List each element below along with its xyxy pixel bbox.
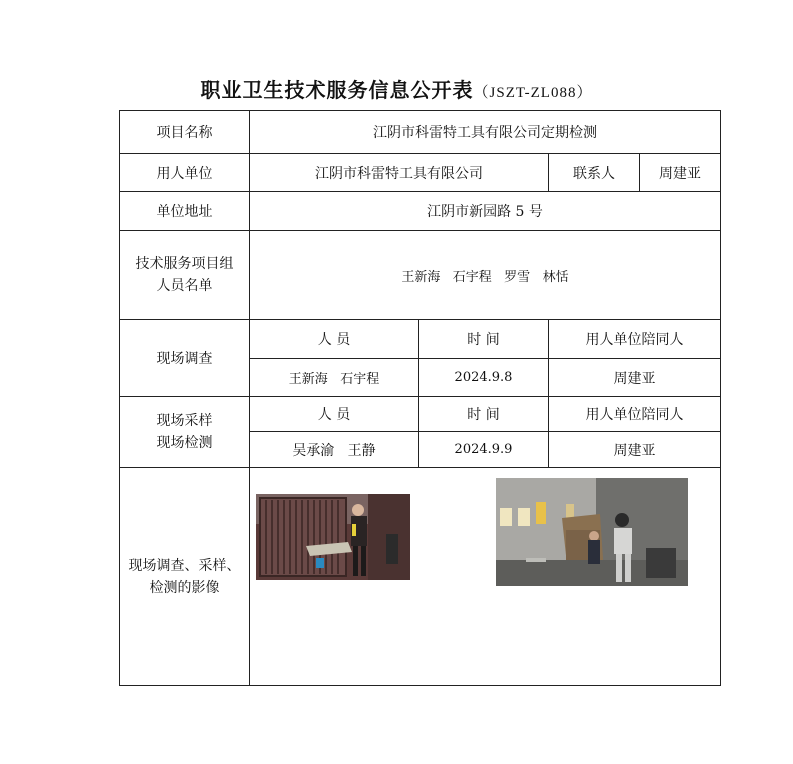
table-row: [120, 154, 721, 192]
project-name-label: 项目名称: [120, 111, 250, 154]
employer-label: 用人单位: [120, 154, 250, 192]
sampling-personnel: 吴承渝 王静: [250, 432, 419, 468]
images-label-line2: 检测的影像: [149, 579, 220, 596]
contact-value: 周建亚: [640, 154, 721, 192]
table-row: [120, 320, 721, 359]
sampling-time: 2024.9.9: [419, 432, 549, 468]
sampling-col-personnel: 人 员: [250, 397, 419, 432]
sampling-col-escort: 用人单位陪同人: [549, 397, 721, 432]
table-row: [120, 111, 721, 154]
images-label: [120, 468, 250, 686]
survey-escort: 周建亚: [549, 359, 721, 397]
address-label: 单位地址: [120, 192, 250, 231]
survey-label: 现场调查: [120, 320, 250, 397]
contact-label: 联系人: [549, 154, 640, 192]
survey-col-time: 时 间: [419, 320, 549, 359]
team-label: [120, 231, 250, 320]
survey-col-escort: 用人单位陪同人: [549, 320, 721, 359]
team-members: 王新海 石宇程 罗雪 林恬: [250, 231, 721, 320]
table-row: [120, 192, 721, 231]
page-title: [0, 74, 793, 103]
sampling-label: [120, 397, 250, 468]
survey-time: 2024.9.8: [419, 359, 549, 397]
sampling-escort: 周建亚: [549, 432, 721, 468]
info-table: [119, 110, 721, 686]
team-label-line1: 技术服务项目组: [135, 256, 234, 272]
site-photo-1: [256, 494, 410, 580]
team-label-line2: 人员名单: [156, 278, 213, 294]
title-code: （JSZT-ZL088）: [473, 85, 593, 101]
sampling-col-time: 时 间: [419, 397, 549, 432]
project-name-value: 江阴市科雷特工具有限公司定期检测: [250, 111, 721, 154]
sampling-label-line1: 现场采样: [156, 413, 213, 429]
survey-personnel: 王新海 石宇程: [250, 359, 419, 397]
table-row: [120, 397, 721, 432]
site-photo-2: [496, 478, 688, 586]
survey-col-personnel: 人 员: [250, 320, 419, 359]
sampling-label-line2: 现场检测: [156, 435, 213, 451]
images-label-line1: 现场调查、采样、: [128, 557, 241, 574]
employer-value: 江阴市科雷特工具有限公司: [250, 154, 549, 192]
title-main: 职业卫生技术服务信息公开表: [200, 78, 474, 102]
address-value: 江阴市新园路 5 号: [250, 192, 721, 231]
table-row: [120, 231, 721, 320]
